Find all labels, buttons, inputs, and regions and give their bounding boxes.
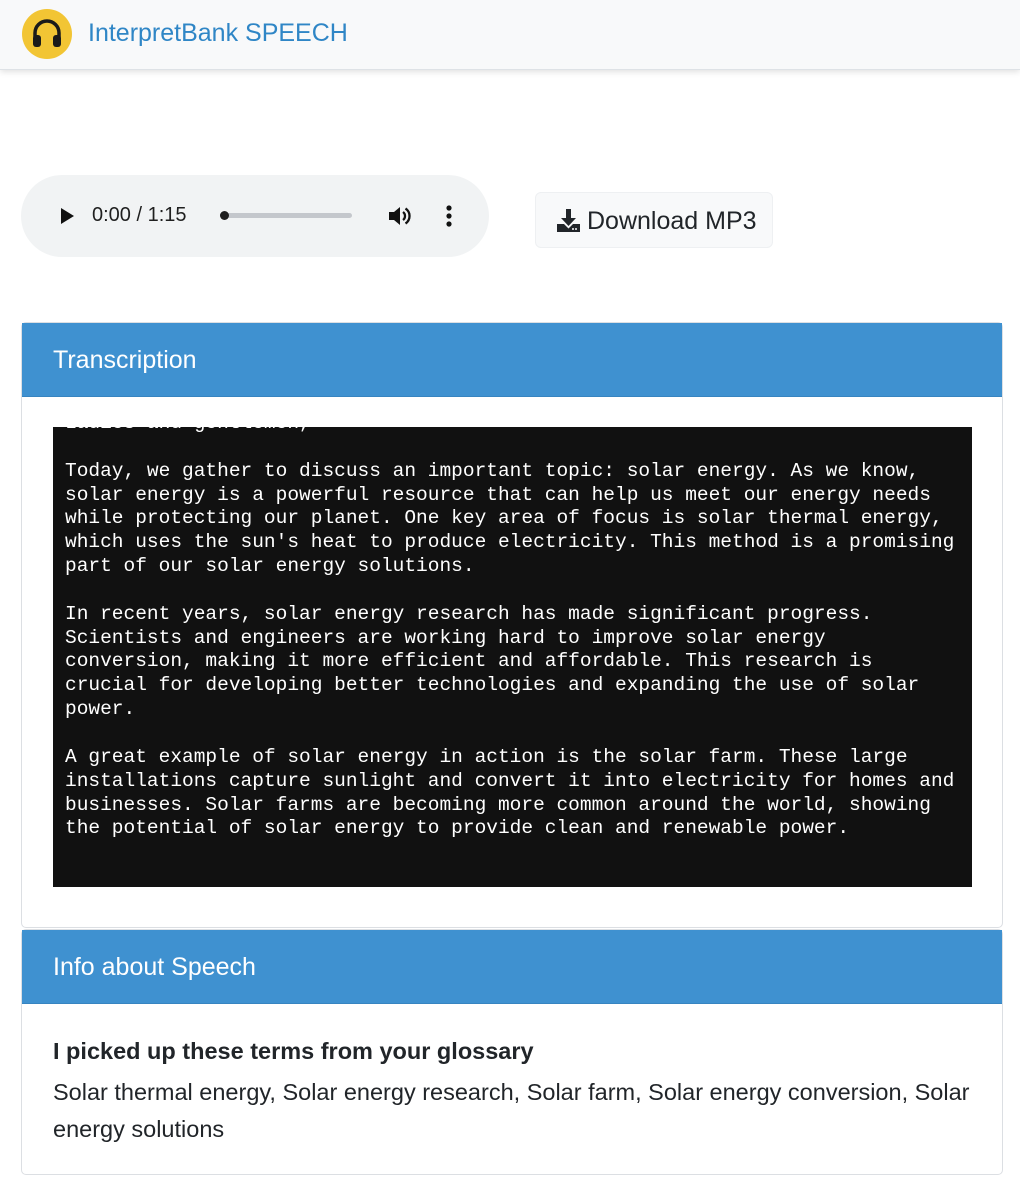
brand-link[interactable]: InterpretBank SPEECH bbox=[88, 19, 348, 47]
navbar bbox=[0, 0, 1020, 70]
audio-player bbox=[21, 175, 489, 257]
headphones-icon[interactable] bbox=[22, 9, 72, 59]
info-header: Info about Speech bbox=[22, 930, 1002, 1004]
time-display: 0:00 / 1:15 bbox=[92, 204, 187, 226]
glossary-terms: Solar thermal energy, Solar energy research, Solar farm, Solar energy conversion, Solar energy solutions bbox=[53, 1079, 970, 1142]
transcript-box[interactable] bbox=[53, 412, 972, 887]
volume-icon[interactable] bbox=[387, 204, 413, 228]
transcription-card bbox=[21, 322, 1003, 928]
seek-slider[interactable] bbox=[220, 213, 352, 218]
transcription-header: Transcription bbox=[22, 323, 1002, 397]
download-mp3-button[interactable] bbox=[535, 192, 773, 248]
download-icon bbox=[556, 208, 581, 233]
info-card bbox=[21, 929, 1003, 1175]
transcript-text: Ladies and gentlemen, Today, we gather to discuss an important topic: solar energy. As we know, solar energy is a powerful resource that can help us meet our energy needs while protecting our planet. One key area of focus is solar thermal energy, which uses the sun's heat to produce electricity. This method is a promising part of our solar energy solutions. In recent years, solar energy research has made significant progress. Scientists and engineers are working hard to improve solar energy conversion, making it more efficient and affordable. This research is crucial for developing better technologies and expanding the use of solar power. A great example of solar energy in action is the solar farm. These large installations capture sunlight and convert it into electricity for homes and businesses. Solar farms are becoming more common around the world, showing the potential of solar energy to provide clean and renewable power. bbox=[65, 412, 955, 840]
download-label: Download MP3 bbox=[587, 207, 757, 235]
more-vertical-icon[interactable] bbox=[441, 204, 457, 228]
glossary-heading: I picked up these terms from your glossary bbox=[53, 1038, 534, 1064]
play-icon[interactable] bbox=[55, 205, 77, 227]
seek-thumb[interactable] bbox=[220, 211, 229, 220]
